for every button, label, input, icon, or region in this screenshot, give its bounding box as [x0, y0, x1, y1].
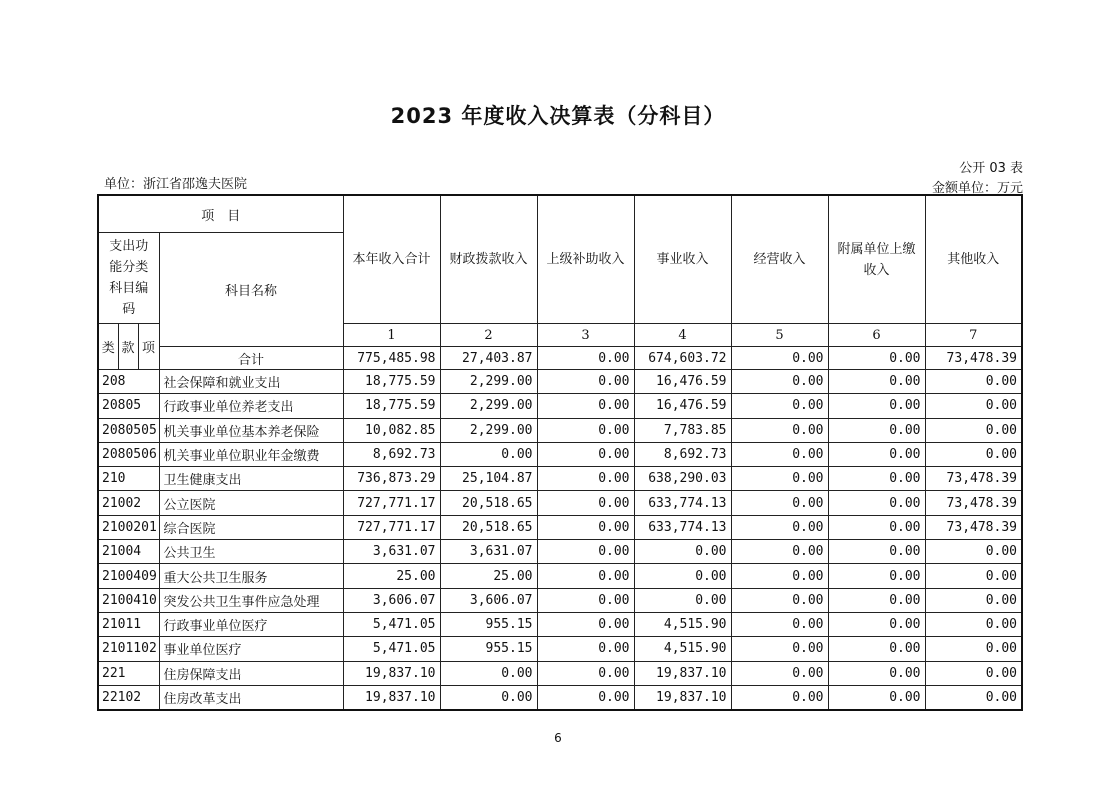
- amount-cell: 0.00: [731, 515, 828, 539]
- total-value: 0.00: [828, 347, 925, 370]
- amount-cell: 25.00: [440, 564, 537, 588]
- subject-name: 重大公共卫生服务: [159, 564, 343, 588]
- amount-cell: 3,606.07: [343, 588, 440, 612]
- table-row: [98, 564, 1022, 588]
- subject-code: 21002: [98, 491, 159, 515]
- amount-cell: 0.00: [828, 540, 925, 564]
- column-number: 5: [731, 324, 828, 347]
- total-value: 73,478.39: [925, 347, 1022, 370]
- total-value: 775,485.98: [343, 347, 440, 370]
- amount-cell: 0.00: [925, 588, 1022, 612]
- amount-cell: 0.00: [731, 491, 828, 515]
- table-row: [98, 661, 1022, 685]
- amount-cell: 73,478.39: [925, 491, 1022, 515]
- amount-unit-label: 金额单位：万元: [931, 181, 1023, 196]
- amount-cell: 0.00: [925, 394, 1022, 418]
- subject-name: 综合医院: [159, 515, 343, 539]
- unit-label: 单位：浙江省邵逸夫医院: [104, 177, 248, 192]
- amount-cell: 727,771.17: [343, 515, 440, 539]
- column-number: 6: [828, 324, 925, 347]
- table-row: [98, 540, 1022, 564]
- total-value: 674,603.72: [634, 347, 731, 370]
- amount-cell: 0.00: [537, 370, 634, 394]
- column-header: 本年收入合计: [343, 195, 440, 324]
- amount-cell: 0.00: [925, 637, 1022, 661]
- amount-cell: 0.00: [440, 685, 537, 710]
- amount-cell: 0.00: [537, 418, 634, 442]
- amount-cell: 0.00: [634, 564, 731, 588]
- amount-cell: 0.00: [440, 661, 537, 685]
- column-header: 其他收入: [925, 195, 1022, 324]
- column-header: 附属单位上缴收入: [828, 195, 925, 324]
- amount-cell: 0.00: [634, 540, 731, 564]
- amount-cell: 4,515.90: [634, 612, 731, 636]
- amount-cell: 0.00: [925, 370, 1022, 394]
- total-value: 27,403.87: [440, 347, 537, 370]
- subject-code: 2101102: [98, 637, 159, 661]
- amount-cell: 0.00: [731, 588, 828, 612]
- amount-cell: 0.00: [731, 612, 828, 636]
- amount-cell: 0.00: [537, 442, 634, 466]
- amount-cell: 0.00: [731, 564, 828, 588]
- amount-cell: 0.00: [828, 588, 925, 612]
- amount-cell: 25,104.87: [440, 467, 537, 491]
- subject-name: 社会保障和就业支出: [159, 370, 343, 394]
- amount-cell: 8,692.73: [634, 442, 731, 466]
- amount-cell: 0.00: [731, 661, 828, 685]
- subject-name: 机关事业单位职业年金缴费: [159, 442, 343, 466]
- amount-cell: 0.00: [537, 394, 634, 418]
- subject-code: 21004: [98, 540, 159, 564]
- amount-cell: 0.00: [537, 467, 634, 491]
- amount-cell: 0.00: [828, 661, 925, 685]
- amount-cell: 19,837.10: [634, 685, 731, 710]
- table-row: [98, 588, 1022, 612]
- amount-cell: 0.00: [537, 612, 634, 636]
- table-row: [98, 418, 1022, 442]
- subject-code: 2100409: [98, 564, 159, 588]
- code-group-header: 支出功能分类科目编码: [98, 233, 159, 324]
- amount-cell: 2,299.00: [440, 370, 537, 394]
- amount-cell: 727,771.17: [343, 491, 440, 515]
- amount-cell: 0.00: [731, 442, 828, 466]
- table-row: [98, 442, 1022, 466]
- amount-cell: 0.00: [828, 637, 925, 661]
- subject-name: 公立医院: [159, 491, 343, 515]
- income-table: [97, 194, 1023, 711]
- amount-cell: 10,082.85: [343, 418, 440, 442]
- amount-cell: 0.00: [925, 685, 1022, 710]
- amount-cell: 0.00: [731, 637, 828, 661]
- amount-cell: 73,478.39: [925, 515, 1022, 539]
- column-number: 2: [440, 324, 537, 347]
- column-header: 财政拨款收入: [440, 195, 537, 324]
- amount-cell: 633,774.13: [634, 491, 731, 515]
- amount-cell: 0.00: [925, 564, 1022, 588]
- subject-name: 卫生健康支出: [159, 467, 343, 491]
- amount-cell: 19,837.10: [343, 685, 440, 710]
- amount-cell: 0.00: [537, 515, 634, 539]
- xiang-header: 项: [138, 324, 159, 370]
- subject-name: 公共卫生: [159, 540, 343, 564]
- amount-cell: 633,774.13: [634, 515, 731, 539]
- table-row: [98, 515, 1022, 539]
- table-row: [98, 491, 1022, 515]
- subject-code: 2100201: [98, 515, 159, 539]
- lei-header: 类: [98, 324, 118, 370]
- amount-cell: 0.00: [925, 540, 1022, 564]
- amount-cell: 2,299.00: [440, 418, 537, 442]
- subject-name: 事业单位医疗: [159, 637, 343, 661]
- amount-cell: 20,518.65: [440, 491, 537, 515]
- amount-cell: 0.00: [537, 540, 634, 564]
- page-title: 2023 年度收入决算表（分科目）: [390, 104, 726, 128]
- subject-name: 行政事业单位医疗: [159, 612, 343, 636]
- amount-cell: 955.15: [440, 637, 537, 661]
- amount-cell: 3,631.07: [343, 540, 440, 564]
- subject-code: 2100410: [98, 588, 159, 612]
- amount-cell: 0.00: [537, 588, 634, 612]
- amount-cell: 2,299.00: [440, 394, 537, 418]
- amount-cell: 0.00: [828, 394, 925, 418]
- amount-cell: 0.00: [537, 661, 634, 685]
- subject-code: 221: [98, 661, 159, 685]
- amount-cell: 638,290.03: [634, 467, 731, 491]
- amount-cell: 73,478.39: [925, 467, 1022, 491]
- table-row: [98, 612, 1022, 636]
- amount-cell: 0.00: [925, 612, 1022, 636]
- amount-cell: 3,631.07: [440, 540, 537, 564]
- amount-cell: 7,783.85: [634, 418, 731, 442]
- subject-name: 住房改革支出: [159, 685, 343, 710]
- amount-cell: 0.00: [828, 685, 925, 710]
- subject-code: 208: [98, 370, 159, 394]
- column-header: 上级补助收入: [537, 195, 634, 324]
- form-number: 公开 03 表: [959, 161, 1023, 176]
- amount-cell: 5,471.05: [343, 637, 440, 661]
- amount-cell: 0.00: [440, 442, 537, 466]
- amount-cell: 0.00: [828, 491, 925, 515]
- amount-cell: 16,476.59: [634, 394, 731, 418]
- amount-cell: 0.00: [828, 564, 925, 588]
- amount-cell: 0.00: [925, 418, 1022, 442]
- amount-cell: 0.00: [828, 467, 925, 491]
- column-number: 7: [925, 324, 1022, 347]
- amount-cell: 0.00: [731, 394, 828, 418]
- subject-name: 住房保障支出: [159, 661, 343, 685]
- subject-code: 2080505: [98, 418, 159, 442]
- column-number: 3: [537, 324, 634, 347]
- subject-name-header: 科目名称: [159, 233, 343, 347]
- amount-cell: 16,476.59: [634, 370, 731, 394]
- amount-cell: 4,515.90: [634, 637, 731, 661]
- column-number: 4: [634, 324, 731, 347]
- table-row: [98, 467, 1022, 491]
- table-row: [98, 685, 1022, 710]
- table-row: [98, 370, 1022, 394]
- amount-cell: 0.00: [731, 370, 828, 394]
- column-header: 事业收入: [634, 195, 731, 324]
- subject-code: 21011: [98, 612, 159, 636]
- subject-code: 20805: [98, 394, 159, 418]
- amount-cell: 955.15: [440, 612, 537, 636]
- amount-cell: 0.00: [925, 661, 1022, 685]
- amount-cell: 0.00: [731, 467, 828, 491]
- amount-cell: 19,837.10: [634, 661, 731, 685]
- table-row: [98, 637, 1022, 661]
- amount-cell: 0.00: [828, 612, 925, 636]
- amount-cell: 0.00: [828, 442, 925, 466]
- subject-code: 22102: [98, 685, 159, 710]
- amount-cell: 0.00: [828, 418, 925, 442]
- subject-code: 2080506: [98, 442, 159, 466]
- amount-cell: 0.00: [731, 418, 828, 442]
- project-header: 项 目: [98, 195, 343, 233]
- amount-cell: 18,775.59: [343, 394, 440, 418]
- total-value: 0.00: [731, 347, 828, 370]
- subject-name: 突发公共卫生事件应急处理: [159, 588, 343, 612]
- amount-cell: 0.00: [634, 588, 731, 612]
- total-value: 0.00: [537, 347, 634, 370]
- amount-cell: 0.00: [537, 637, 634, 661]
- amount-cell: 3,606.07: [440, 588, 537, 612]
- amount-cell: 0.00: [828, 515, 925, 539]
- page-number: 6: [554, 731, 562, 745]
- subject-name: 机关事业单位基本养老保险: [159, 418, 343, 442]
- table-row: [98, 394, 1022, 418]
- amount-cell: 5,471.05: [343, 612, 440, 636]
- amount-cell: 25.00: [343, 564, 440, 588]
- amount-cell: 0.00: [537, 685, 634, 710]
- amount-cell: 0.00: [537, 564, 634, 588]
- total-label: 合计: [159, 347, 343, 370]
- amount-cell: 19,837.10: [343, 661, 440, 685]
- amount-cell: 736,873.29: [343, 467, 440, 491]
- amount-cell: 20,518.65: [440, 515, 537, 539]
- subject-code: 210: [98, 467, 159, 491]
- amount-cell: 0.00: [537, 491, 634, 515]
- amount-cell: 0.00: [828, 370, 925, 394]
- amount-cell: 8,692.73: [343, 442, 440, 466]
- column-header: 经营收入: [731, 195, 828, 324]
- column-number: 1: [343, 324, 440, 347]
- amount-cell: 0.00: [925, 442, 1022, 466]
- amount-cell: 0.00: [731, 685, 828, 710]
- amount-cell: 18,775.59: [343, 370, 440, 394]
- kuan-header: 款: [118, 324, 138, 370]
- subject-name: 行政事业单位养老支出: [159, 394, 343, 418]
- amount-cell: 0.00: [731, 540, 828, 564]
